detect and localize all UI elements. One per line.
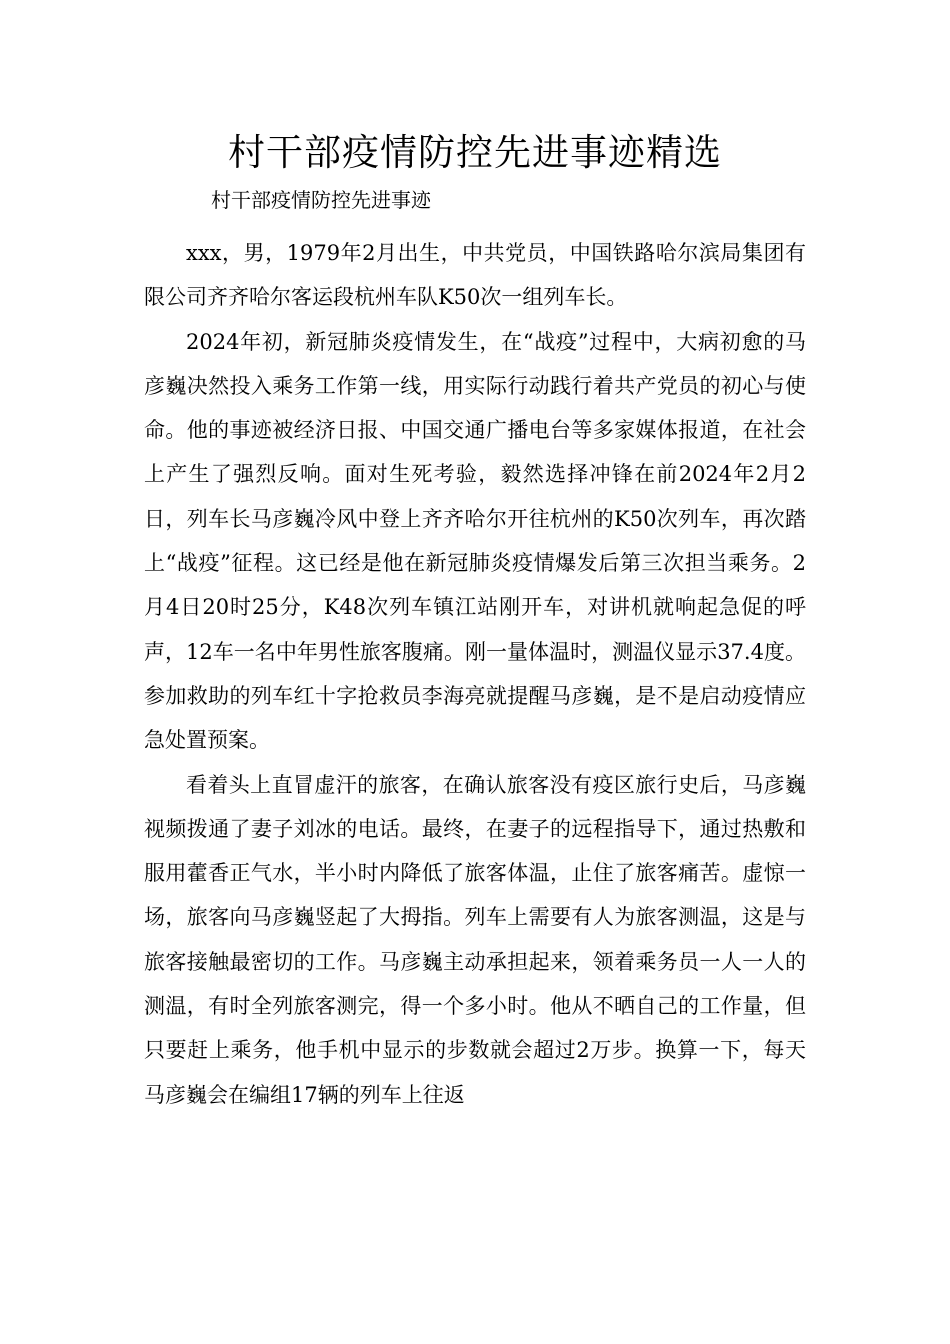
document-body: [144, 231, 806, 1117]
body-paragraph-3: 看着头上直冒虚汗的旅客，在确认旅客没有疫区旅行史后，马彦巍视频拨通了妻子刘冰的电话。最终，在妻子的远程指导下，通过热敷和服用藿香正气水，半小时内降低了旅客体温，止住了旅客痛苦。虚惊一场，旅客向马彦巍竖起了大拇指。列车上需要有人为旅客测温，这是与旅客接触最密切的工作。马彦巍主动承担起来，领着乘务员一人一人的测温，有时全列旅客测完，得一个多小时。他从不晒自己的工作量，但只要赶上乘务，他手机中显示的步数就会超过2万步。换算一下，每天马彦巍会在编组17辆的列车上往返: [144, 772, 806, 1107]
document-title: 村干部疫情防控先进事迹精选: [228, 131, 722, 174]
body-paragraph-2: 2024年初，新冠肺炎疫情发生，在“战疫”过程中，大病初愈的马彦巍决然投入乘务工作第一线，用实际行动践行着共产党员的初心与使命。他的事迹被经济日报、中国交通广播电台等多家媒体报道，在社会上产生了强烈反响。面对生死考验，毅然选择冲锋在前2024年2月2日，列车长马彦巍冷风中登上齐齐哈尔开往杭州的K50次列车，再次踏上“战疫”征程。这已经是他在新冠肺炎疫情爆发后第三次担当乘务。2月4日20时25分，K48次列车镇江站刚开车，对讲机就响起急促的呼声，12车一名中年男性旅客腹痛。刚一量体温时，测温仪显示37.4度。参加救助的列车红十字抢救员李海亮就提醒马彦巍，是不是启动疫情应急处置预案。: [144, 329, 806, 753]
document-subtitle: 村干部疫情防控先进事迹: [211, 188, 431, 212]
body-paragraph-1: xxx，男，1979年2月出生，中共党员，中国铁路哈尔滨局集团有限公司齐齐哈尔客运段杭州车队K50次一组列车长。: [144, 241, 806, 310]
